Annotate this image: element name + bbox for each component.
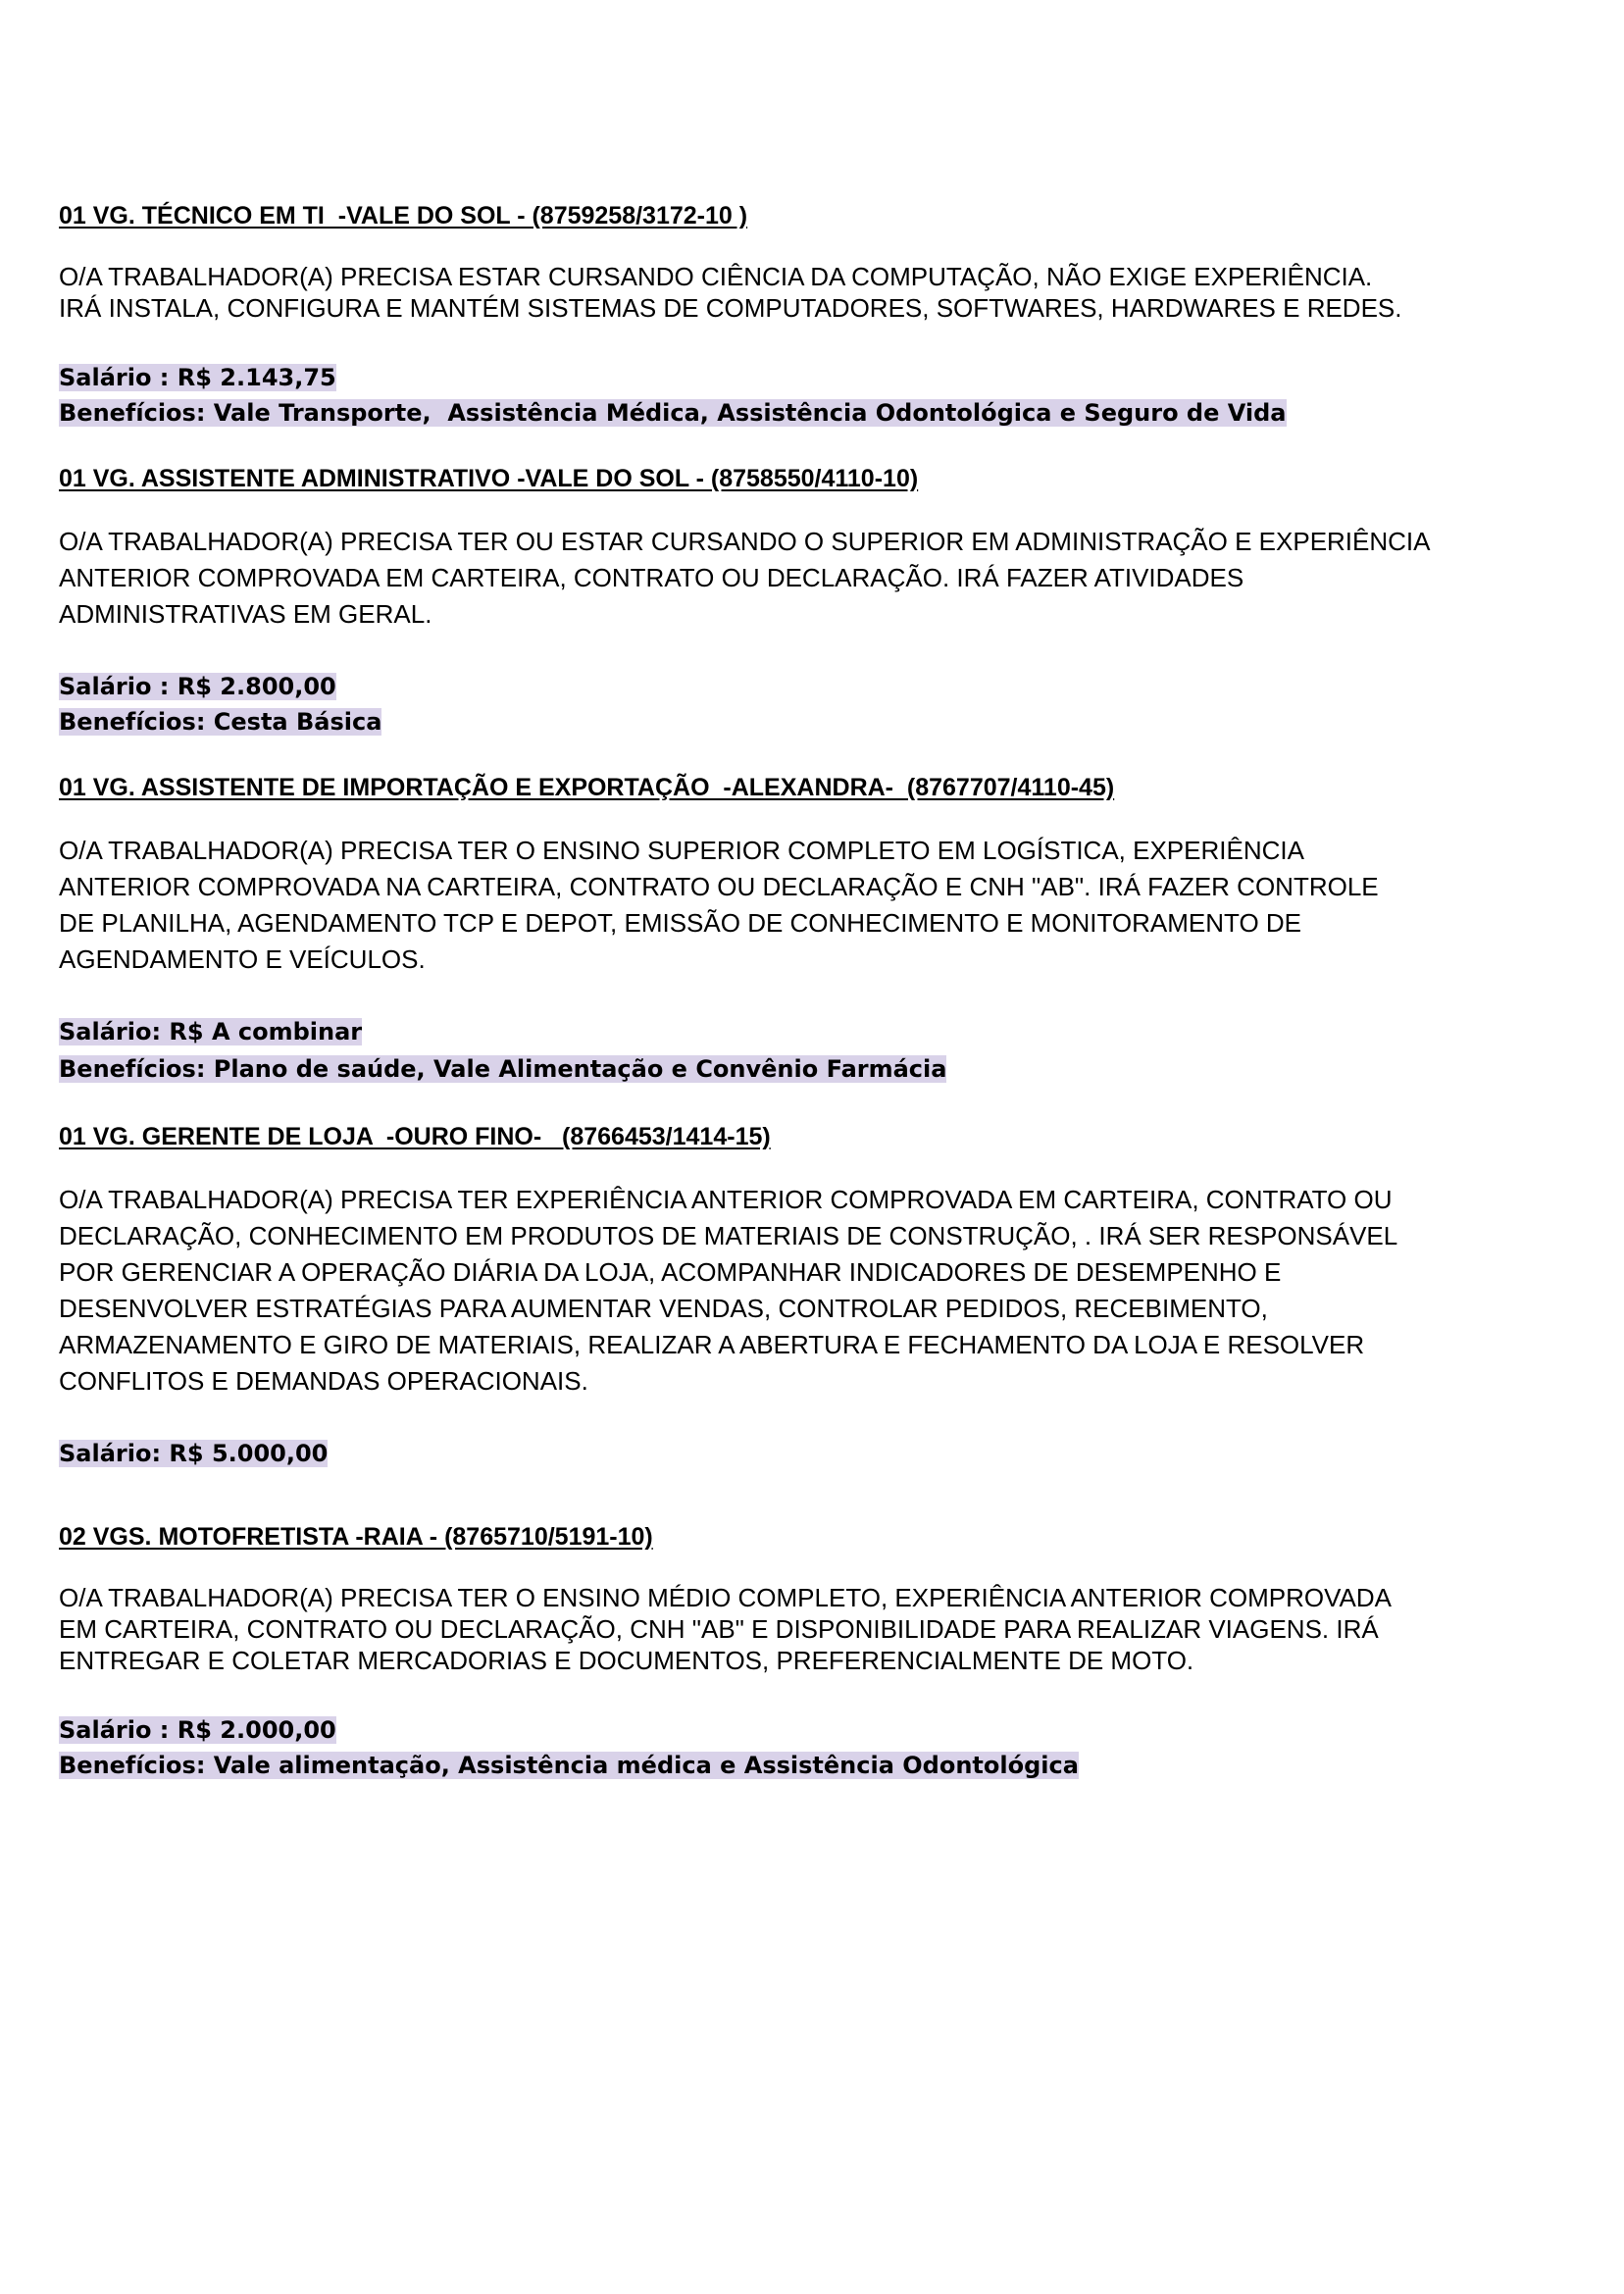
description-line: EM CARTEIRA, CONTRATO OU DECLARAÇÃO, CNH "AB" E DISPONIBILIDADE PARA REALIZAR VIAGENS. IRÁ	[59, 1614, 1379, 1644]
salary: Salário: R$ A combinar	[59, 1018, 363, 1045]
job-description	[59, 1582, 1569, 1676]
job-title: 01 VG. ASSISTENTE DE IMPORTAÇÃO E EXPORTAÇÃO -ALEXANDRA- (8767707/4110-45)	[59, 774, 1115, 801]
salary: Salário : R$ 2.143,75	[59, 364, 336, 391]
job-listing	[59, 771, 1569, 1091]
benefits: Benefícios: Plano de saúde, Vale Alimentação e Convênio Farmácia	[59, 1055, 947, 1083]
job-listing	[59, 1520, 1569, 1785]
description-line: DESENVOLVER ESTRATÉGIAS PARA AUMENTAR VENDAS, CONTROLAR PEDIDOS, RECEBIMENTO,	[59, 1294, 1268, 1323]
description-line: O/A TRABALHADOR(A) PRECISA TER OU ESTAR CURSANDO O SUPERIOR EM ADMINISTRAÇÃO E EXPERIÊNCIA	[59, 527, 1431, 556]
description-line: CONFLITOS E DEMANDAS OPERACIONAIS.	[59, 1366, 588, 1396]
description-line: DECLARAÇÃO, CONHECIMENTO EM PRODUTOS DE MATERIAIS DE CONSTRUÇÃO, . IRÁ SER RESPONSÁVEL	[59, 1221, 1398, 1250]
job-description	[59, 261, 1569, 324]
description-line: AGENDAMENTO E VEÍCULOS.	[59, 944, 426, 974]
job-description	[59, 524, 1569, 633]
job-description	[59, 1182, 1569, 1400]
job-title: 02 VGS. MOTOFRETISTA -RAIA - (8765710/5191-10)	[59, 1523, 653, 1551]
job-listing	[59, 199, 1569, 433]
job-listing	[59, 1120, 1569, 1473]
job-description	[59, 833, 1569, 978]
benefits: Benefícios: Vale Transporte, Assistência Médica, Assistência Odontológica e Seguro de Vida	[59, 399, 1287, 427]
description-line: DE PLANILHA, AGENDAMENTO TCP E DEPOT, EMISSÃO DE CONHECIMENTO E MONITORAMENTO DE	[59, 908, 1302, 938]
job-listings	[59, 199, 1569, 1785]
job-title: 01 VG. TÉCNICO EM TI -VALE DO SOL - (8759258/3172-10 )	[59, 202, 748, 229]
description-line: O/A TRABALHADOR(A) PRECISA ESTAR CURSANDO CIÊNCIA DA COMPUTAÇÃO, NÃO EXIGE EXPERIÊNCIA.	[59, 262, 1373, 291]
benefits: Benefícios: Cesta Básica	[59, 708, 382, 736]
job-title: 01 VG. GERENTE DE LOJA -OURO FINO- (8766453/1414-15)	[59, 1123, 771, 1150]
job-listing	[59, 462, 1569, 741]
salary: Salário : R$ 2.000,00	[59, 1716, 336, 1744]
description-line: ADMINISTRATIVAS EM GERAL.	[59, 599, 432, 629]
description-line: O/A TRABALHADOR(A) PRECISA TER EXPERIÊNCIA ANTERIOR COMPROVADA EM CARTEIRA, CONTRATO OU	[59, 1185, 1393, 1214]
description-line: O/A TRABALHADOR(A) PRECISA TER O ENSINO SUPERIOR COMPLETO EM LOGÍSTICA, EXPERIÊNCIA	[59, 836, 1304, 865]
description-line: ENTREGAR E COLETAR MERCADORIAS E DOCUMENTOS, PREFERENCIALMENTE DE MOTO.	[59, 1646, 1194, 1675]
description-line: IRÁ INSTALA, CONFIGURA E MANTÉM SISTEMAS DE COMPUTADORES, SOFTWARES, HARDWARES E REDES.	[59, 293, 1402, 323]
description-line: ANTERIOR COMPROVADA EM CARTEIRA, CONTRATO OU DECLARAÇÃO. IRÁ FAZER ATIVIDADES	[59, 563, 1244, 592]
salary: Salário : R$ 2.800,00	[59, 673, 336, 700]
benefits: Benefícios: Vale alimentação, Assistência médica e Assistência Odontológica	[59, 1752, 1079, 1779]
salary: Salário: R$ 5.000,00	[59, 1440, 329, 1467]
description-line: ARMAZENAMENTO E GIRO DE MATERIAIS, REALIZAR A ABERTURA E FECHAMENTO DA LOJA E RESOLVER	[59, 1330, 1365, 1359]
description-line: ANTERIOR COMPROVADA NA CARTEIRA, CONTRATO OU DECLARAÇÃO E CNH "AB". IRÁ FAZER CONTROLE	[59, 872, 1379, 901]
job-title: 01 VG. ASSISTENTE ADMINISTRATIVO -VALE DO SOL - (8758550/4110-10)	[59, 465, 919, 492]
description-line: POR GERENCIAR A OPERAÇÃO DIÁRIA DA LOJA, ACOMPANHAR INDICADORES DE DESEMPENHO E	[59, 1257, 1282, 1287]
description-line: O/A TRABALHADOR(A) PRECISA TER O ENSINO MÉDIO COMPLETO, EXPERIÊNCIA ANTERIOR COMPROVADA	[59, 1583, 1393, 1612]
